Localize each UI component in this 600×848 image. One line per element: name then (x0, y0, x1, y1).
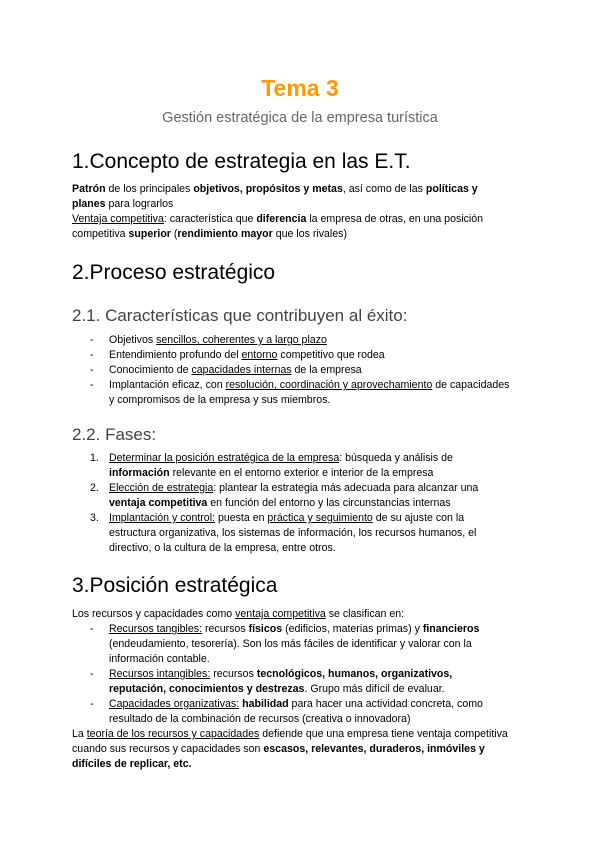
section-1-body (72, 182, 512, 242)
subsection-2-2-heading: 2.2. Fases: (72, 425, 157, 444)
list-item: 1. Determinar la posición estratégica de la empresa: búsqueda y análisis de información relevante en el entorno exterior e interior de la empresa (90, 452, 453, 479)
document-subtitle: Gestión estratégica de la empresa turística (162, 110, 438, 126)
list-item: 3. Implantación y control: puesta en práctica y seguimiento de su ajuste con la estructura organizativa, los sistemas de información, los recursos humanos, el directivo, o la cultura de la empresa, entre otros. (90, 512, 477, 554)
section-3-body (72, 607, 512, 772)
term-patron: Patrón (72, 183, 106, 195)
paragraph-ventaja: Ventaja competitiva: característica que diferencia la empresa de otras, en una posición competitiva superior (rendimiento mayor que los rivales) (72, 213, 484, 240)
section-1-heading: 1.Concepto de estrategia en las E.T. (72, 150, 411, 173)
success-factors-list (72, 333, 512, 408)
paragraph-patron: Patrón de los principales objetivos, propósitos y metas, así como de las políticas y planes para lograrlos (72, 183, 478, 210)
list-item: - Objetivos sencillos, coherentes y a largo plazo (72, 333, 512, 348)
section-3-heading: 3.Posición estratégica (72, 574, 278, 597)
list-item: - Conocimiento de capacidades internas de la empresa (72, 363, 512, 378)
document-title: Tema 3 (261, 75, 339, 101)
term-ventaja-competitiva: Ventaja competitiva (72, 213, 164, 225)
resources-list (72, 622, 512, 727)
subsection-2-1-heading: 2.1. Características que contribuyen al éxito: (72, 306, 408, 325)
list-item: - Entendimiento profundo del entorno competitivo que rodea (72, 348, 512, 363)
list-item: - Recursos intangibles: recursos tecnológicos, humanos, organizativos, reputación, conocimientos y destrezas. Grupo más difícil de evaluar. (72, 667, 512, 697)
section-2-heading: 2.Proceso estratégico (72, 261, 276, 284)
paragraph-intro: Los recursos y capacidades como ventaja competitiva se clasifican en: (72, 608, 405, 620)
phases-list (72, 451, 512, 556)
list-item: - Capacidades organizativas: habilidad para hacer una actividad concreta, como resultado de la combinación de recursos (creativa o innovadora) (72, 697, 512, 727)
list-item: - Implantación eficaz, con resolución, coordinación y aprovechamiento de capacidades y compromisos de la empresa y sus miembros. (72, 378, 512, 408)
paragraph-closing: La teoría de los recursos y capacidades defiende que una empresa tiene ventaja competitiva cuando sus recursos y capacidades son escasos, relevantes, duraderos, inmóviles y difíciles de replicar, etc. (72, 728, 508, 770)
list-item: - Recursos tangibles: recursos físicos (edificios, materias primas) y financieros (endeudamiento, tesorería). Son los más fáciles de identificar y valorar con la información contable. (72, 622, 512, 667)
list-item: 2. Elección de estrategia: plantear la estrategia más adecuada para alcanzar una ventaja competitiva en función del entorno y las circunstancias internas (90, 482, 479, 509)
